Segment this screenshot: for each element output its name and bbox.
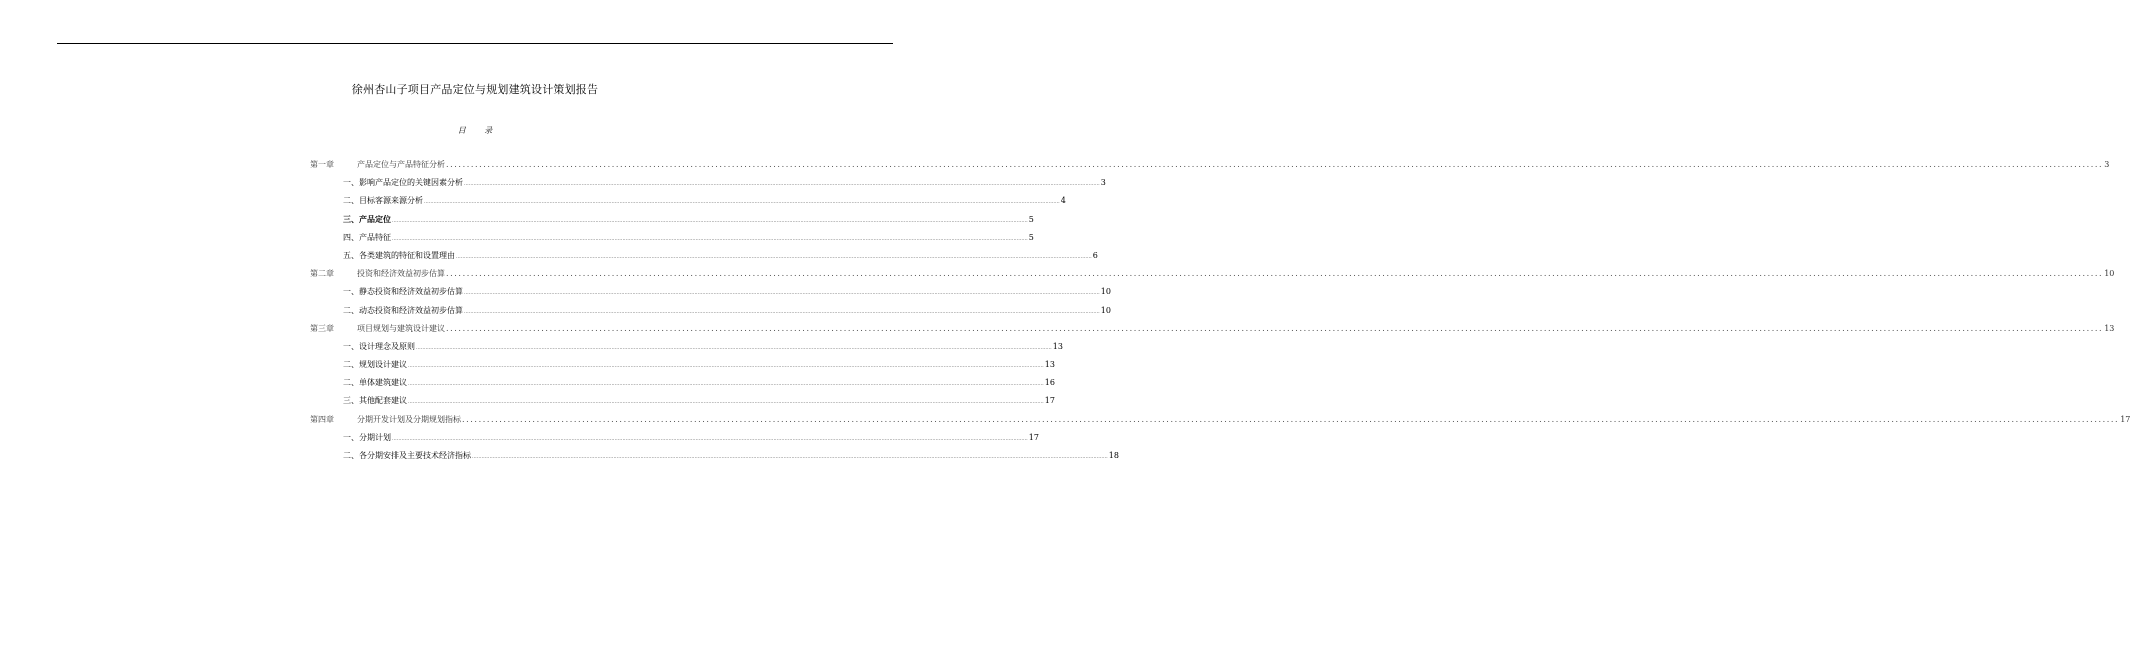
toc-section-entry[interactable] <box>310 232 1034 250</box>
toc-entry-label: 一、设计理念及原则 <box>343 341 415 351</box>
toc-entry-label: 投资和经济效益初步估算 <box>357 269 445 279</box>
toc-section-entry[interactable] <box>310 177 1106 195</box>
toc-page-number: 10 <box>2104 269 2115 279</box>
toc-entry-label: 项目规划与建筑设计建议 <box>357 323 445 333</box>
toc-leader-dots: ................................................................................................................................................................................................................................................................................................................................................................................................................ <box>446 323 2104 333</box>
toc-page-number: 18 <box>1108 451 1119 460</box>
toc-section-entry[interactable] <box>310 450 1119 468</box>
toc-page-number: 3 <box>1100 178 1106 188</box>
toc-leader-dots: ................................................................................................................................................................................................................................................................................................................................................................................................................ <box>416 344 1052 351</box>
toc-leader-dots: ................................................................................................................................................................................................................................................................................................................................................................................................................ <box>462 414 2120 424</box>
toc-leader-dots: ................................................................................................................................................................................................................................................................................................................................................................................................................ <box>446 160 2104 169</box>
toc-heading-char-2: 录 <box>484 126 493 135</box>
toc-page-number: 5 <box>1028 214 1034 224</box>
toc-leader-dots: ................................................................................................................................................................................................................................................................................................................................................................................................................ <box>472 454 1108 460</box>
toc-entry-label: 产品定位与产品特征分析 <box>357 160 445 169</box>
toc-section-entry[interactable] <box>310 395 1055 413</box>
toc-entry-label: 二、各分期安排及主要技术经济指标 <box>343 451 471 460</box>
toc-page-number: 17 <box>1028 432 1039 442</box>
toc-entry-label: 二、规划设计建议 <box>343 360 407 370</box>
toc-leader-dots: ................................................................................................................................................................................................................................................................................................................................................................................................................ <box>392 217 1028 224</box>
toc-page-number: 13 <box>1044 360 1055 370</box>
toc-leader-dots: ................................................................................................................................................................................................................................................................................................................................................................................................................ <box>408 381 1044 388</box>
toc-chapter-number: 第三章 <box>310 323 334 333</box>
toc-chapter-entry[interactable] <box>310 268 2115 286</box>
toc-section-entry[interactable] <box>310 432 1039 450</box>
toc-heading-char-1: 目 <box>457 126 466 135</box>
toc-section-entry[interactable] <box>310 214 1034 232</box>
toc-entry-label: 三、产品定位 <box>343 214 391 224</box>
toc-leader-dots: ................................................................................................................................................................................................................................................................................................................................................................................................................ <box>392 435 1028 442</box>
header-rule <box>57 43 893 44</box>
toc-leader-dots: ................................................................................................................................................................................................................................................................................................................................................................................................................ <box>408 363 1044 370</box>
toc-page-number: 16 <box>1044 378 1055 388</box>
toc-entry-label: 四、产品特征 <box>343 232 391 242</box>
toc-section-entry[interactable] <box>310 195 1066 213</box>
toc-page-number: 3 <box>2104 160 2110 169</box>
toc-entry-label: 一、静态投资和经济效益初步估算 <box>343 287 463 297</box>
toc-leader-dots: ................................................................................................................................................................................................................................................................................................................................................................................................................ <box>446 269 2104 279</box>
toc-section-entry[interactable] <box>310 305 1111 323</box>
toc-leader-dots: ................................................................................................................................................................................................................................................................................................................................................................................................................ <box>464 290 1100 297</box>
toc-leader-dots: ................................................................................................................................................................................................................................................................................................................................................................................................................ <box>424 199 1060 206</box>
toc-leader-dots: ................................................................................................................................................................................................................................................................................................................................................................................................................ <box>464 308 1100 315</box>
toc-section-entry[interactable] <box>310 341 1063 359</box>
toc-page-number: 13 <box>1052 341 1063 351</box>
toc-entry-label: 三、其他配套建议 <box>343 396 407 406</box>
toc-leader-dots: ................................................................................................................................................................................................................................................................................................................................................................................................................ <box>392 235 1028 242</box>
toc-page-number: 10 <box>1100 305 1111 315</box>
toc-leader-dots: ................................................................................................................................................................................................................................................................................................................................................................................................................ <box>464 181 1100 188</box>
toc-entry-label: 二、目标客源来源分析 <box>343 196 423 206</box>
toc-page-number: 13 <box>2104 323 2115 333</box>
toc-section-entry[interactable] <box>310 286 1111 304</box>
toc-entry-label: 二、动态投资和经济效益初步估算 <box>343 305 463 315</box>
document-title: 徐州杏山子项目产品定位与规划建筑设计策划报告 <box>351 83 599 96</box>
toc-heading <box>0 125 950 136</box>
toc-chapter-entry[interactable] <box>310 159 2110 177</box>
toc-chapter-number: 第二章 <box>310 269 334 279</box>
table-of-contents <box>310 159 2130 468</box>
toc-entry-label: 二、单体建筑建议 <box>343 378 407 388</box>
toc-chapter-entry[interactable] <box>310 414 2130 432</box>
toc-entry-label: 五、各类建筑的特征和设置理由 <box>343 250 455 260</box>
toc-section-entry[interactable] <box>310 250 1098 268</box>
toc-section-entry[interactable] <box>310 359 1055 377</box>
toc-leader-dots: ................................................................................................................................................................................................................................................................................................................................................................................................................ <box>456 253 1092 260</box>
toc-chapter-number: 第四章 <box>310 414 334 424</box>
toc-page-number: 5 <box>1028 232 1034 242</box>
toc-entry-label: 分期开发计划及分期规划指标 <box>357 414 461 424</box>
toc-section-entry[interactable] <box>310 377 1055 395</box>
toc-chapter-entry[interactable] <box>310 323 2115 341</box>
toc-page-number: 4 <box>1060 196 1066 206</box>
toc-leader-dots: ................................................................................................................................................................................................................................................................................................................................................................................................................ <box>408 399 1044 406</box>
toc-page-number: 17 <box>1044 396 1055 406</box>
toc-chapter-number: 第一章 <box>310 160 334 169</box>
toc-page-number: 6 <box>1092 250 1098 260</box>
toc-entry-label: 一、影响产品定位的关键因素分析 <box>343 178 463 188</box>
toc-page-number: 17 <box>2120 414 2130 424</box>
toc-page-number: 10 <box>1100 287 1111 297</box>
toc-entry-label: 一、分期计划 <box>343 432 391 442</box>
